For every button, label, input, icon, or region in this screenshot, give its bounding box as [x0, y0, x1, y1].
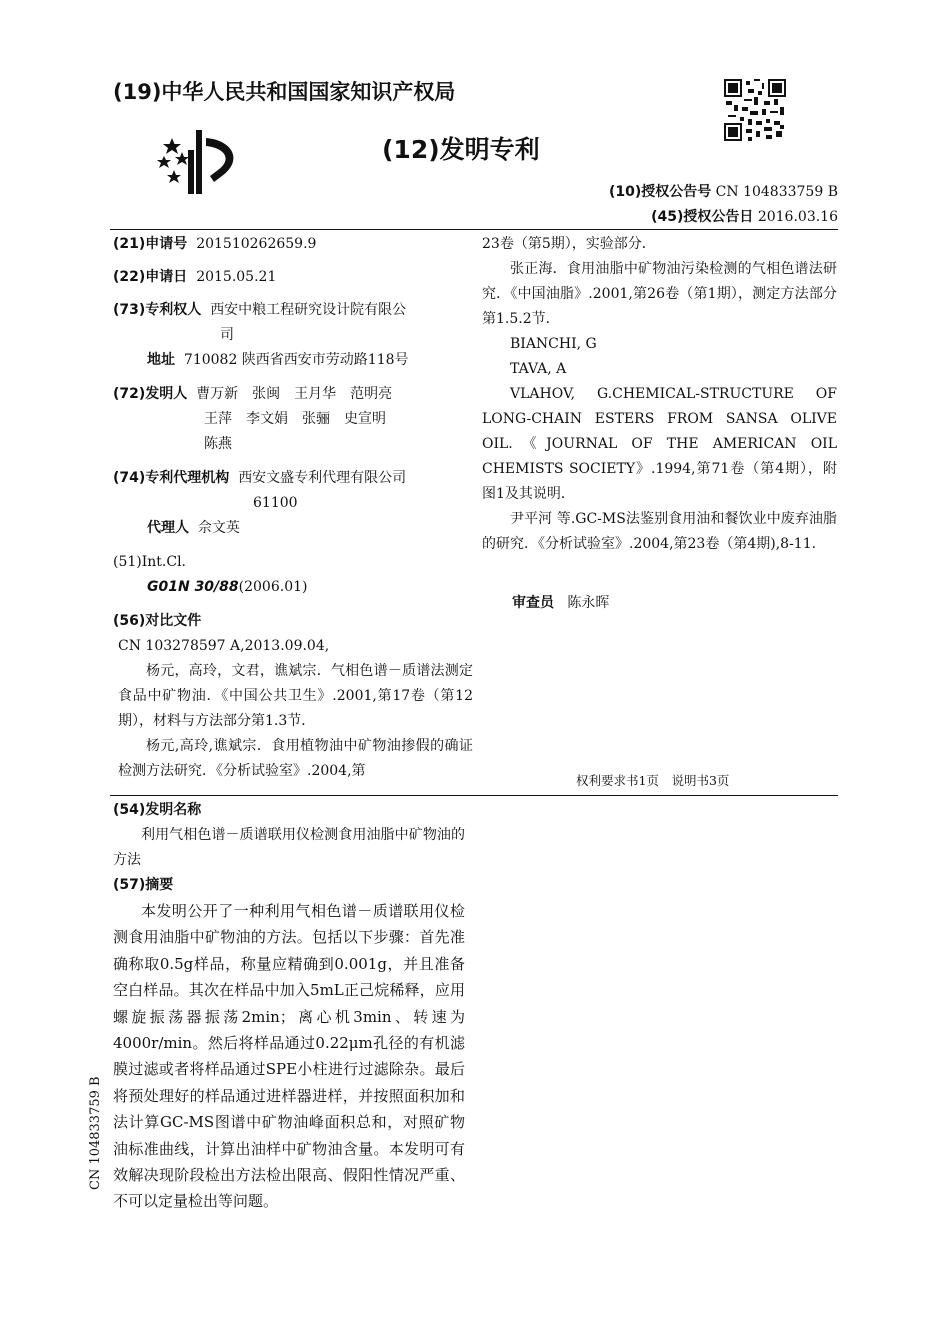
agency-line-1: 西安文盛专利代理有限公司 — [238, 470, 407, 486]
application-date: 2015.05.21 — [196, 269, 277, 285]
header-divider — [110, 229, 838, 230]
agency-row — [113, 466, 406, 491]
cited-document-5: VLAHOV, G.CHEMICAL-STRUCTURE OF LONG-CHAIN ESTERS FROM SANSA OLIVE OIL.《JOURNAL OF THE AMERICAN OIL CHEMISTS SOCIETY》.1994,第71卷（第4期），附图1及其说明． — [482, 386, 837, 502]
inventors-line-1: 曹万新 张闽 王月华 范明亮 — [196, 386, 393, 402]
qr-code-icon — [724, 79, 786, 141]
biblio-right-column — [482, 232, 838, 792]
inventors-label: (72)发明人 — [113, 386, 188, 402]
ipc-version: (2006.01) — [238, 579, 308, 595]
publication-date-label: (45)授权公告日 — [651, 209, 754, 225]
cited-document-6: 尹平河 等.GC-MS法鉴别食用油和餐饮业中废弃油脂的研究．《分析试验室》.2004,第23卷（第4期),8-11. — [482, 511, 837, 552]
agent: 佘文英 — [197, 520, 240, 536]
biblio-divider — [110, 795, 838, 796]
title-abstract-section — [113, 798, 478, 1215]
publication-number: CN 104833759 B — [715, 184, 838, 200]
publication-number-row — [609, 181, 838, 201]
agent-row — [147, 516, 240, 541]
invention-title: 利用气相色谱－质谱联用仪检测食用油脂中矿物油的方法 — [113, 827, 465, 868]
examiner-row — [512, 591, 609, 616]
patentee-line-2: 司 — [220, 327, 234, 343]
patentee-row — [113, 298, 406, 323]
application-number: 201510262659.9 — [196, 236, 317, 252]
address-row — [147, 348, 409, 373]
publication-number-label: (10)授权公告号 — [608, 184, 712, 200]
cited-document-2: 杨元，高玲，文君，谯斌宗．气相色谱－质谱法测定食品中矿物油．《中国公共卫生》.2001,第17卷（第12期），材料与方法部分第1.3节． — [118, 663, 473, 729]
application-date-row — [113, 265, 276, 290]
cited-author-2: TAVA, A — [510, 361, 567, 377]
side-publication-code: CN 104833759 B — [88, 1076, 103, 1190]
abstract-label: (57)摘要 — [113, 877, 174, 893]
application-number-label: (21)申请号 — [113, 236, 188, 252]
publication-date: 2016.03.16 — [757, 209, 838, 225]
inventors-line-2: 王萍 李文娟 张骊 史宣明 — [204, 411, 386, 427]
cited-author-1: BIANCHI, G — [510, 336, 597, 352]
document-kind: (12)发明专利 — [382, 135, 540, 164]
agency-code: 61100 — [253, 495, 298, 511]
ipc-row — [147, 575, 307, 600]
ipc-label: (51)Int.Cl. — [113, 554, 187, 570]
examiner: 陈永晖 — [567, 595, 610, 611]
cited-document-1: CN 103278597 A,2013.09.04, — [118, 638, 330, 654]
application-number-row — [113, 232, 316, 257]
examiner-label: 审查员 — [512, 595, 554, 611]
cited-document-4: 张正海．食用油脂中矿物油污染检测的气相色谱法研究．《中国油脂》.2001,第26卷（第1期），测定方法部分第1.5.2节． — [482, 261, 837, 327]
inventors-row — [113, 382, 392, 407]
cited-documents-label: (56)对比文件 — [113, 613, 202, 629]
publication-date-row — [651, 206, 838, 226]
agent-label: 代理人 — [147, 520, 189, 536]
ipc-code: G01N 30/88 — [147, 579, 239, 595]
address: 710082 陕西省西安市劳动路118号 — [183, 352, 409, 368]
cnipa-logo-icon — [152, 120, 252, 200]
patentee-label: (73)专利权人 — [113, 302, 202, 318]
page-count: 权利要求书1页 说明书3页 — [576, 773, 730, 788]
cited-document-3: 杨元,高玲,谯斌宗．食用植物油中矿物油掺假的确证检测方法研究．《分析试验室》.2004,第 — [118, 738, 473, 779]
application-date-label: (22)申请日 — [113, 269, 188, 285]
invention-title-label: (54)发明名称 — [113, 802, 202, 818]
biblio-left-column — [113, 232, 478, 792]
issuing-office: (19)中华人民共和国国家知识产权局 — [113, 80, 456, 104]
address-label: 地址 — [147, 352, 175, 368]
cited-document-3-cont: 23卷（第5期），实验部分． — [482, 236, 656, 252]
inventors-line-3: 陈燕 — [204, 436, 232, 452]
patentee-line-1: 西安中粮工程研究设计院有限公 — [210, 302, 407, 318]
abstract-text: 本发明公开了一种利用气相色谱－质谱联用仪检测食用油脂中矿物油的方法。包括以下步骤：首先准确称取0.5g样品，称量应精确到0.001g，并且准备空白样品。其次在样品中加入5mL正己烷稀释，应用螺旋振荡器振荡2min；离心机3min、转速为4000r/min。然后将样品通过0.22μm孔径的有机滤膜过滤或者将样品通过SPE小柱进行过滤除杂。最后将预处理好的样品通过进样器进样，并按照面积加和法计算GC-MS图谱中矿物油峰面积总和，对照矿物油标准曲线，计算出油样中矿物油含量。本发明可有效解决现阶段检出方法检出限高、假阳性情况严重、不可以定量检出等问题。 — [113, 902, 465, 1211]
agency-label: (74)专利代理机构 — [113, 470, 230, 486]
